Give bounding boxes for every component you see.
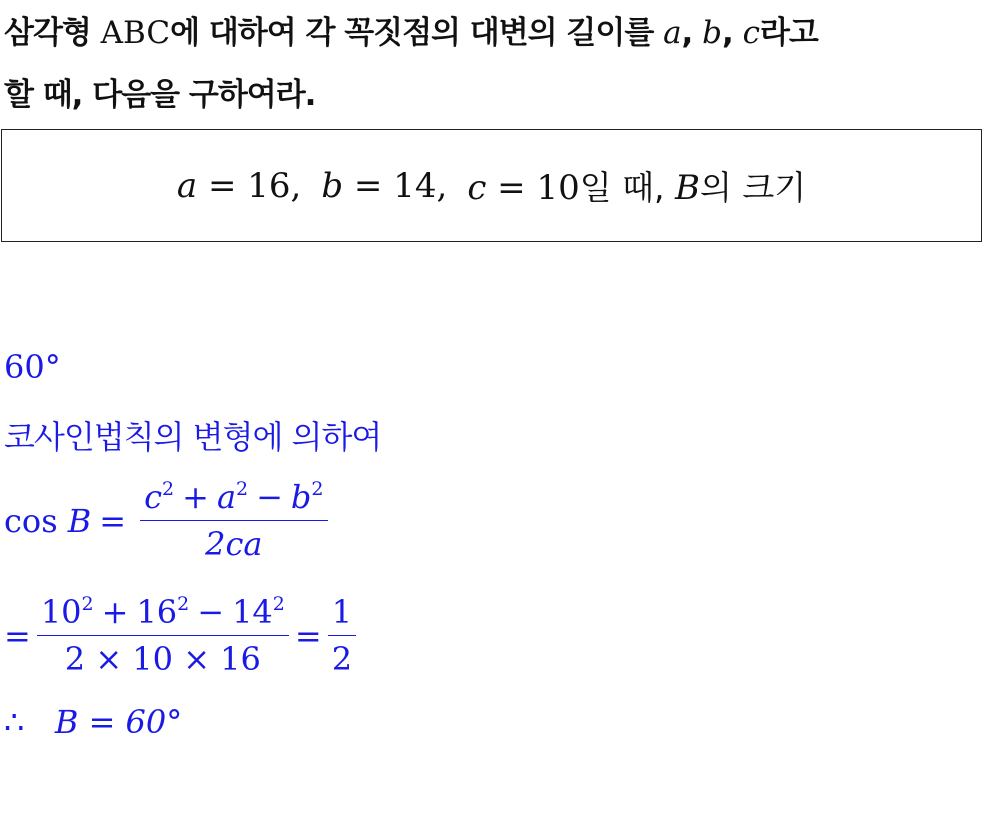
answer: 60° [4, 348, 61, 386]
exponent: 2 [311, 478, 324, 500]
formula-numerator [140, 478, 327, 520]
plus-sign: + [101, 593, 129, 631]
plus-sign: + [182, 478, 209, 516]
var-a: a [663, 15, 682, 51]
problem-text: 에 대하여 각 꼭짓점의 대변의 길이를 [170, 15, 664, 51]
separator: , [290, 165, 302, 206]
condition-a [177, 166, 301, 206]
problem-statement [4, 2, 989, 126]
cos-label: cos [4, 501, 58, 540]
equals-sign: = [4, 616, 31, 655]
problem-line-2: 할 때, 다음을 구하여라. [4, 77, 316, 113]
separator: , [681, 15, 703, 51]
minus-sign: − [197, 593, 225, 631]
value-b: = 14 [343, 165, 437, 206]
substitution-fraction [37, 593, 289, 678]
var-a: a [176, 165, 198, 206]
exponent: 2 [177, 593, 190, 615]
condition-b [321, 166, 447, 206]
half-fraction [328, 593, 356, 678]
value-a: = 16 [197, 165, 291, 206]
value-c: = 10 [486, 168, 580, 208]
substitution-numerator [37, 593, 289, 635]
equals-sign: = [99, 501, 127, 540]
condition-c [467, 162, 806, 209]
var-b: b [290, 478, 312, 516]
half-numerator: 1 [331, 593, 353, 631]
substitution-denominator: 2 × 10 × 16 [64, 640, 261, 678]
conditions-box [1, 129, 982, 242]
number: 10 [40, 593, 82, 631]
condition-tail: 의 크기 [699, 168, 807, 207]
condition-when: 일 때, [579, 168, 675, 207]
var-a: a [216, 478, 237, 516]
conclusion [4, 703, 182, 741]
problem-text: 라고 [759, 15, 818, 51]
solution-method: 코사인법칙의 변형에 의하여 [4, 418, 382, 456]
number: 16 [136, 593, 178, 631]
exponent: 2 [81, 593, 94, 615]
var-c: c [742, 15, 760, 51]
half-denominator: 2 [331, 640, 353, 678]
var-c: c [144, 478, 163, 516]
exponent: 2 [162, 478, 175, 500]
var-c: c [467, 168, 487, 208]
exponent: 2 [236, 478, 249, 500]
formula-denominator: 2ca [205, 525, 263, 563]
var-b: b [702, 15, 722, 51]
problem-text: 삼각형 [4, 15, 101, 51]
separator: , [721, 15, 743, 51]
number: 14 [232, 593, 273, 631]
formula-fraction [140, 478, 327, 563]
var-b: b [321, 165, 344, 206]
separator: , [436, 165, 448, 206]
cosine-formula [4, 478, 334, 563]
final-answer: B = 60° [54, 703, 183, 741]
angle-B: B [67, 501, 92, 540]
triangle-name: ABC [100, 15, 171, 51]
minus-sign: − [256, 478, 283, 516]
substitution [4, 593, 362, 678]
problem-line-1 [4, 2, 989, 64]
exponent: 2 [272, 593, 285, 615]
therefore-symbol: ∴ [4, 703, 25, 741]
angle-B: B [674, 168, 700, 208]
equals-sign: = [294, 616, 322, 655]
